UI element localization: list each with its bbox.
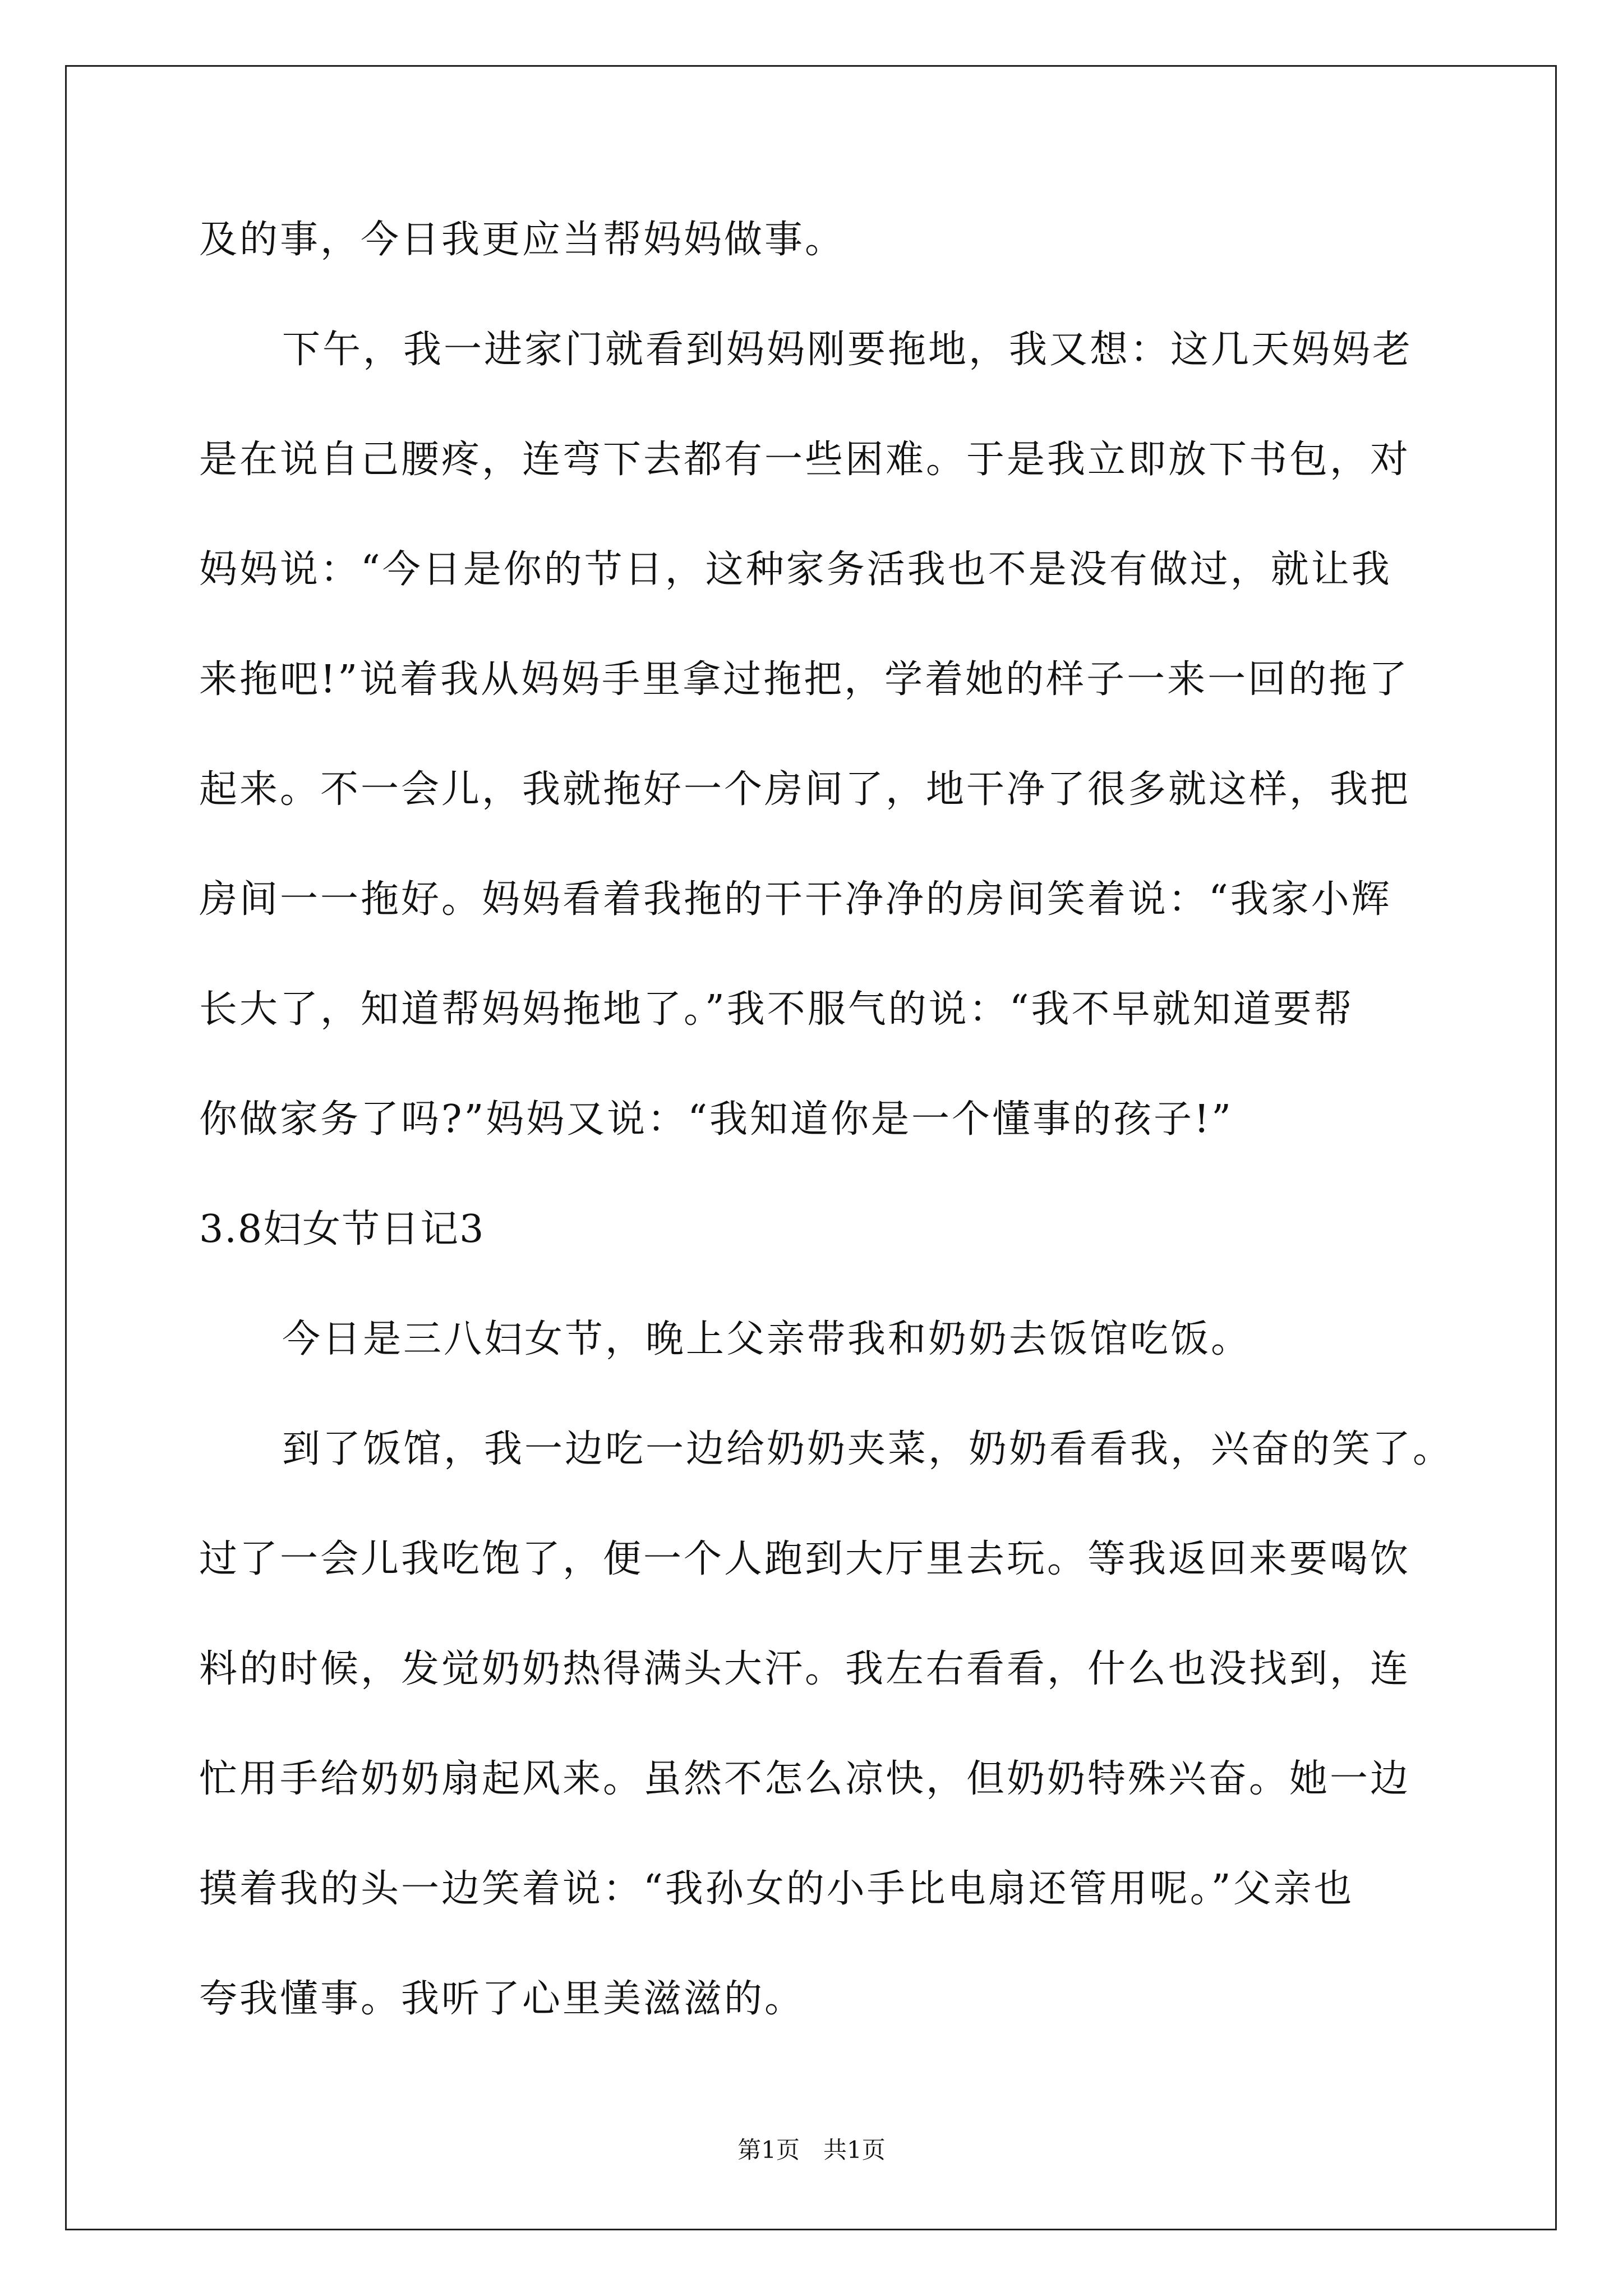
body-line-3: 是在说自己腰疼，连弯下去都有一些困难。于是我立即放下书包，对 [199,438,1411,482]
body-line-11: 今日是三八妇女节，晚上父亲带我和奶奶去饭馆吃饭。 [282,1317,1252,1361]
body-line-2: 下午，我一进家门就看到妈妈刚要拖地，我又想：这几天妈妈老 [282,328,1413,372]
body-line-17: 夸我懂事。我听了心里美滋滋的。 [199,1977,805,2021]
body-line-13: 过了一会儿我吃饱了，便一个人跑到大厅里去玩。等我返回来要喝饮 [199,1537,1411,1581]
body-line-12: 到了饭馆，我一边吃一边给奶奶夹菜，奶奶看看我，兴奋的笑了。 [282,1427,1454,1471]
body-line-7: 房间一一拖好。妈妈看着我拖的干干净净的房间笑着说：“我家小辉 [199,877,1392,922]
body-line-9: 你做家务了吗?”妈妈又说：“我知道你是一个懂事的孩子!” [199,1097,1234,1142]
body-line-14: 料的时候，发觉奶奶热得满头大汗。我左右看看，什么也没找到，连 [199,1647,1411,1691]
body-line-4: 妈妈说：“今日是你的节日，这种家务活我也不是没有做过，就让我 [199,547,1392,592]
section-heading: 3.8妇女节日记3 [199,1207,485,1251]
body-line-8: 长大了，知道帮妈妈拖地了。”我不服气的说：“我不早就知道要帮 [199,987,1354,1032]
page-number-footer: 第1页 共1页 [737,2136,886,2164]
body-line-1: 及的事，今日我更应当帮妈妈做事。 [199,218,846,262]
body-line-16: 摸着我的头一边笑着说：“我孙女的小手比电扇还管用呢。”父亲也 [199,1867,1354,1911]
body-line-5: 来拖吧!”说着我从妈妈手里拿过拖把，学着她的样子一来一回的拖了 [199,657,1410,702]
document-body [199,185,1454,2054]
body-line-15: 忙用手给奶奶扇起风来。虽然不怎么凉快，但奶奶特殊兴奋。她一边 [199,1757,1411,1801]
body-line-6: 起来。不一会儿，我就拖好一个房间了，地干净了很多就这样，我把 [199,767,1411,812]
